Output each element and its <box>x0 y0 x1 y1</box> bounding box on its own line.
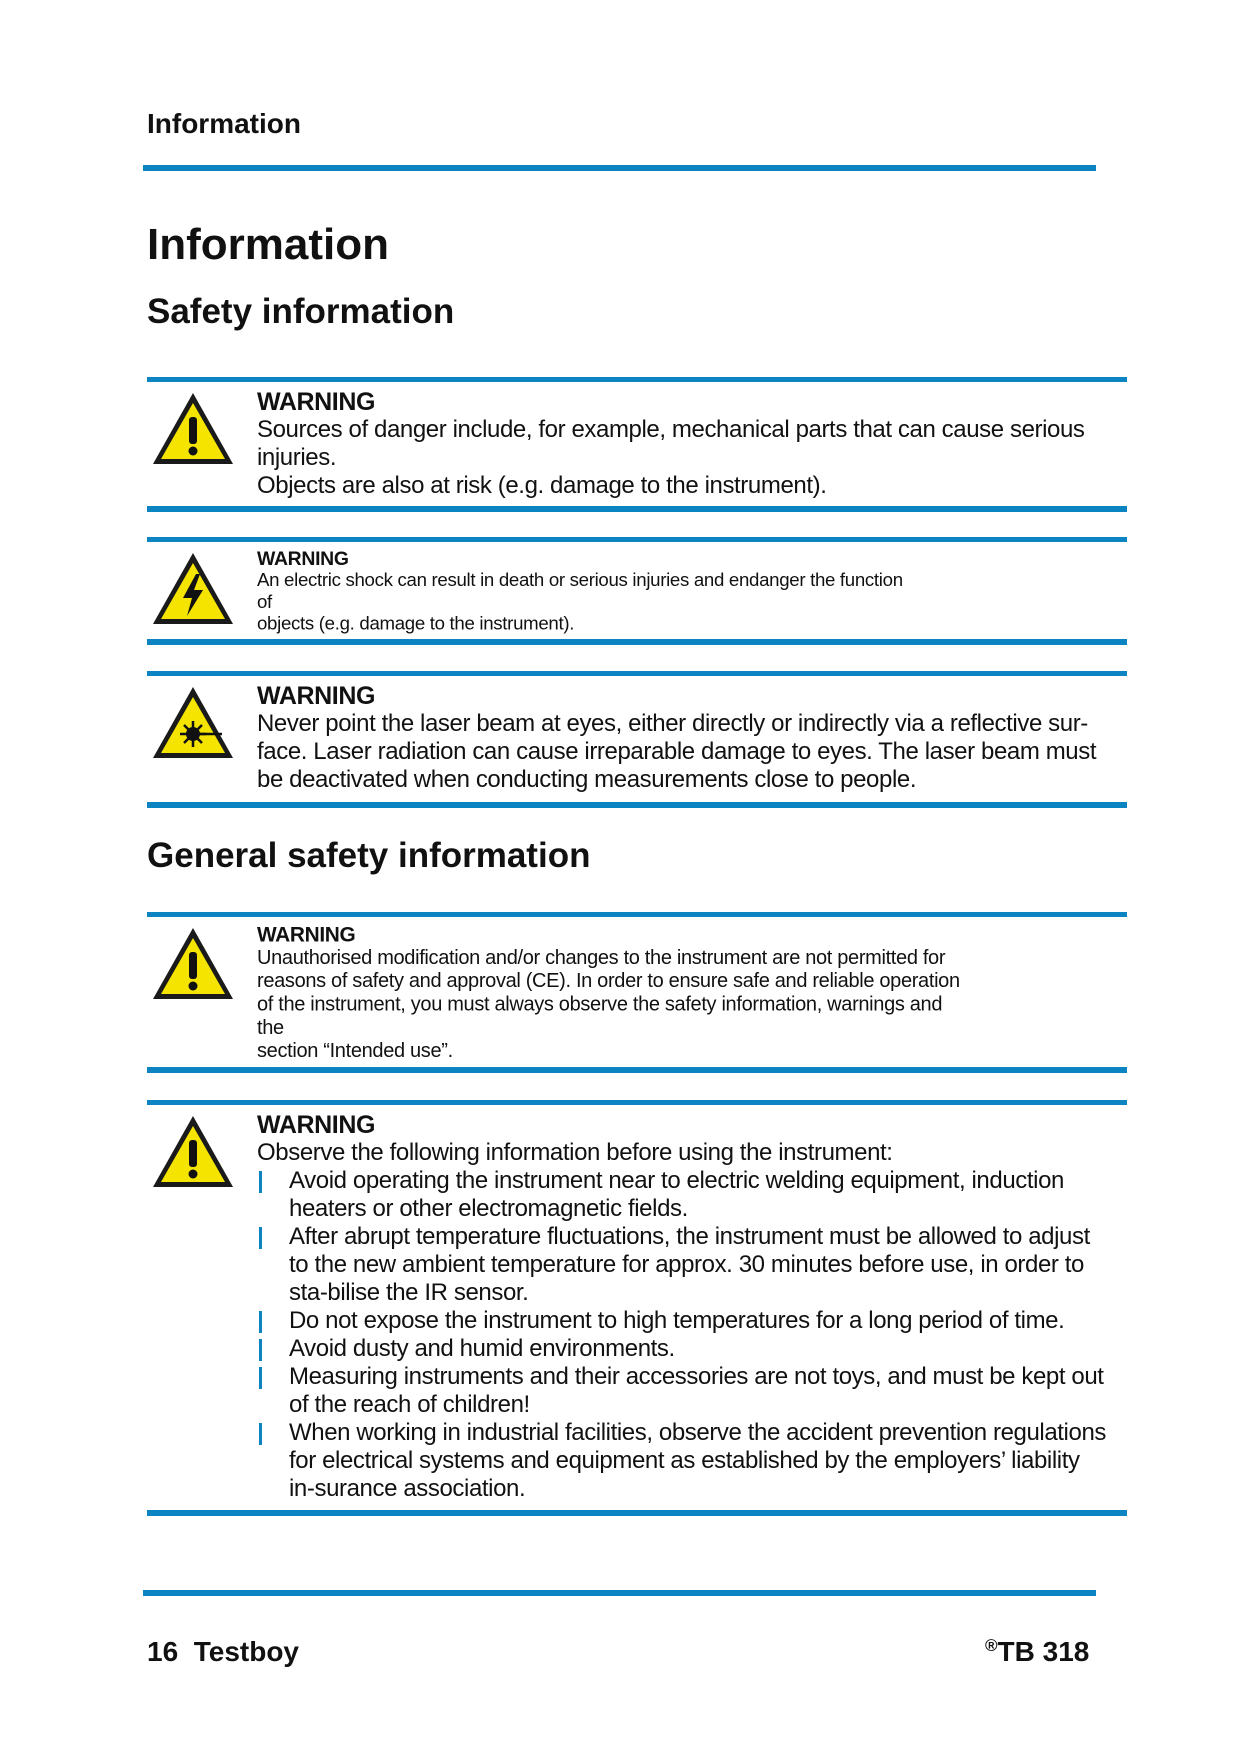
warning-line: objects (e.g. damage to the instrument). <box>257 613 575 635</box>
list-item-text: Avoid dusty and humid environments. <box>289 1335 675 1362</box>
warning-title: WARNING <box>257 923 356 947</box>
warning-line: reasons of safety and approval (CE). In order to ensure safe and reliable operation <box>257 969 960 993</box>
bullet-bar-icon <box>259 1311 262 1333</box>
electric-shock-icon <box>150 550 236 628</box>
warning-text <box>257 548 917 635</box>
list-item-text: Do not expose the instrument to high temperatures for a long period of time. <box>289 1307 1065 1334</box>
warning-line: injuries. <box>257 444 337 471</box>
warning-box <box>147 377 1127 512</box>
warning-title: WARNING <box>257 388 376 416</box>
footer-model <box>985 1636 1089 1668</box>
bullet-bar-icon <box>259 1339 262 1361</box>
running-header: Information <box>147 108 301 139</box>
list-item <box>257 1335 1107 1363</box>
page-number: 16 <box>147 1636 179 1667</box>
warning-text <box>257 388 1107 500</box>
list-item-text: When working in industrial facilities, observe the accident prevention regulations for electrical systems and equipment as established by the employers’ liability in-surance association. <box>289 1419 1106 1502</box>
warning-line: An electric shock can result in death or serious injuries and endanger the function of <box>257 569 903 613</box>
list-item <box>257 1307 1107 1335</box>
warning-line: Never point the laser beam at eyes, either directly or indirectly via a reflective sur- <box>257 710 1088 737</box>
general-danger-icon <box>150 1113 236 1191</box>
list-item <box>257 1363 1107 1419</box>
general-danger-icon <box>150 390 236 468</box>
warning-box <box>147 671 1127 808</box>
warning-line: Objects are also at risk (e.g. damage to the instrument). <box>257 472 827 499</box>
list-item-text: After abrupt temperature fluctuations, the instrument must be allowed to adjust to the new ambient temperature for approx. 30 minutes before use, in order to sta-bilise the IR sensor. <box>289 1223 1090 1306</box>
warning-box <box>147 1100 1127 1516</box>
warning-line: be deactivated when conducting measurements close to people. <box>257 766 917 793</box>
list-item <box>257 1419 1107 1503</box>
page-title: Information <box>147 220 389 269</box>
bullet-bar-icon <box>259 1367 262 1389</box>
registered-mark: ® <box>985 1636 998 1655</box>
warning-text <box>257 1111 1107 1503</box>
warning-title: WARNING <box>257 1111 376 1139</box>
list-item-text: Measuring instruments and their accessories are not toys, and must be kept out of the reach of children! <box>289 1363 1104 1418</box>
warning-line: Sources of danger include, for example, mechanical parts that can cause serious <box>257 416 1085 443</box>
laser-beam-icon <box>150 684 236 762</box>
general-danger-icon <box>150 925 236 1003</box>
list-item <box>257 1167 1107 1223</box>
footer-brand: Testboy <box>193 1636 299 1667</box>
bullet-bar-icon <box>259 1423 262 1445</box>
warning-box <box>147 537 1127 645</box>
bullet-bar-icon <box>259 1227 262 1249</box>
warning-text <box>257 923 965 1063</box>
warning-line: of the instrument, you must always observe the safety information, warnings and the <box>257 993 943 1039</box>
warning-text <box>257 682 1107 794</box>
warning-title: WARNING <box>257 548 349 570</box>
bullet-bar-icon <box>259 1171 262 1193</box>
footer-page-info <box>147 1636 299 1668</box>
warning-title: WARNING <box>257 682 376 710</box>
list-item-text: Avoid operating the instrument near to electric welding equipment, induction heaters or other electromagnetic fields. <box>289 1167 1064 1222</box>
warning-intro: Observe the following information before using the instrument: <box>257 1139 893 1166</box>
section-heading-general: General safety information <box>147 836 591 875</box>
list-item <box>257 1223 1107 1307</box>
header-rule <box>143 165 1096 171</box>
footer-rule <box>143 1590 1096 1596</box>
warning-line: Unauthorised modification and/or changes to the instrument are not permitted for <box>257 946 946 969</box>
warning-line: face. Laser radiation can cause irreparable damage to eyes. The laser beam must <box>257 738 1097 765</box>
model-name: TB 318 <box>997 1636 1090 1667</box>
warning-bullet-list <box>257 1167 1107 1503</box>
warning-line: section “Intended use”. <box>257 1039 453 1063</box>
section-heading-safety: Safety information <box>147 292 455 331</box>
warning-box <box>147 912 1127 1073</box>
